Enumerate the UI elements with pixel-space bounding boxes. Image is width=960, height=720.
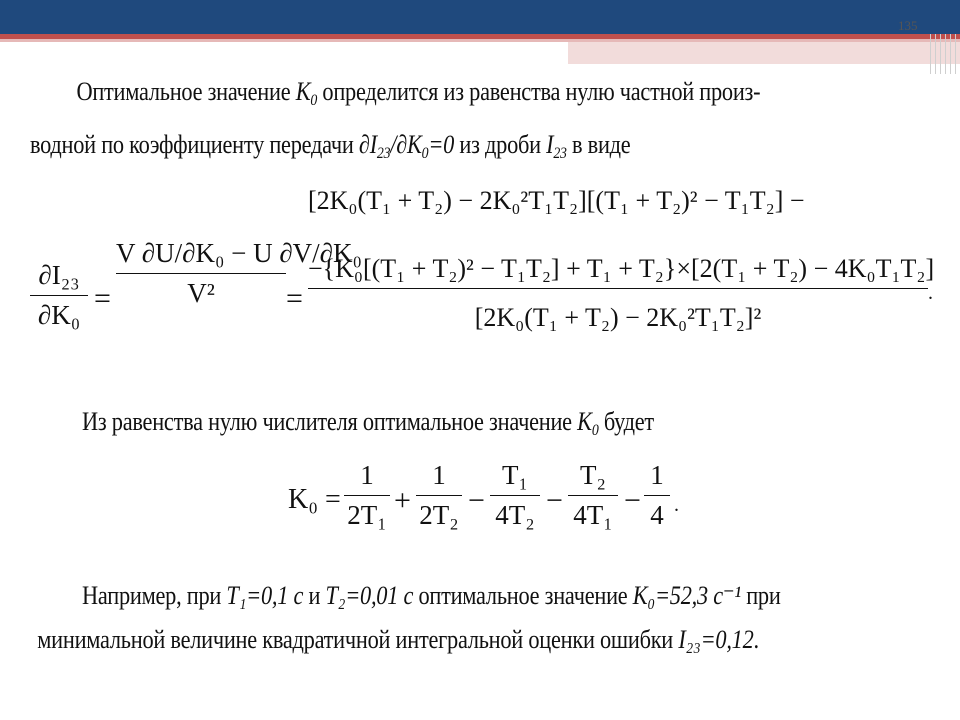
formula-period-2: . xyxy=(674,494,679,516)
example-line-1: Например, при T₁=0,1 с и T₂=0,01 с оптимальное значение K₀=52,3 с⁻¹ при xyxy=(82,581,781,610)
term-1: 1 2T₁ xyxy=(344,460,390,531)
term-3: T₁ 4T₂ xyxy=(490,460,540,531)
decorative-lines xyxy=(930,34,960,74)
formula-derivative xyxy=(30,186,950,386)
k0-lhs: K₀ = xyxy=(288,484,341,515)
example-line-2: минимальной величине квадратичной интегральной оценки ошибки I₂₃=0,12. xyxy=(37,625,759,654)
formula-lhs: ∂I₂₃ ∂K₀ xyxy=(30,260,88,331)
minus-sign-1: − xyxy=(468,484,485,517)
intro-line-2: водной по коэффициенту передачи $\partial I_{23}/\partial K_0=0$ из дроби $I_{23}$ в виде xyxy=(30,129,631,162)
top-banner xyxy=(0,0,960,34)
formula-rhs: [2K₀(T₁ + T₂) − 2K₀²T₁T₂][(T₁ + T₂)² − T₁T₂] − −{K₀[(T₁ + T₂)² − T₁T₂] + T₁ + T₂}×[2(T₁ + T₂) − 4K₀T₁T₂] [2K₀(T₁ + T₂) − 2K₀²T₁T₂]² xyxy=(308,186,935,332)
page-number: 135 xyxy=(898,18,918,33)
plus-sign: + xyxy=(394,484,411,517)
formula-middle: V ∂U/∂K₀ − U ∂V/∂K₀ V² xyxy=(116,238,362,308)
term-5: 1 4 xyxy=(644,460,670,531)
term-4: T₂ 4T₁ xyxy=(568,460,618,531)
paragraph-example xyxy=(37,574,781,662)
paragraph-conclusion: Из равенства нулю числителя оптимальное значение $K_0$ будет xyxy=(82,407,654,439)
intro-line-1: Оптимальное значение $K_0$ определится из равенства нулю частной произ- xyxy=(76,77,761,109)
minus-sign-3: − xyxy=(624,484,641,517)
paragraph-intro xyxy=(30,70,760,176)
equals-sign-2: = xyxy=(286,282,303,315)
minus-sign-2: − xyxy=(546,484,563,517)
banner-pink-tab xyxy=(568,42,960,64)
formula-k0 xyxy=(288,454,708,564)
term-2: 1 2T₂ xyxy=(416,460,462,531)
equals-sign-1: = xyxy=(94,282,111,315)
formula-period-1: . xyxy=(928,282,933,304)
